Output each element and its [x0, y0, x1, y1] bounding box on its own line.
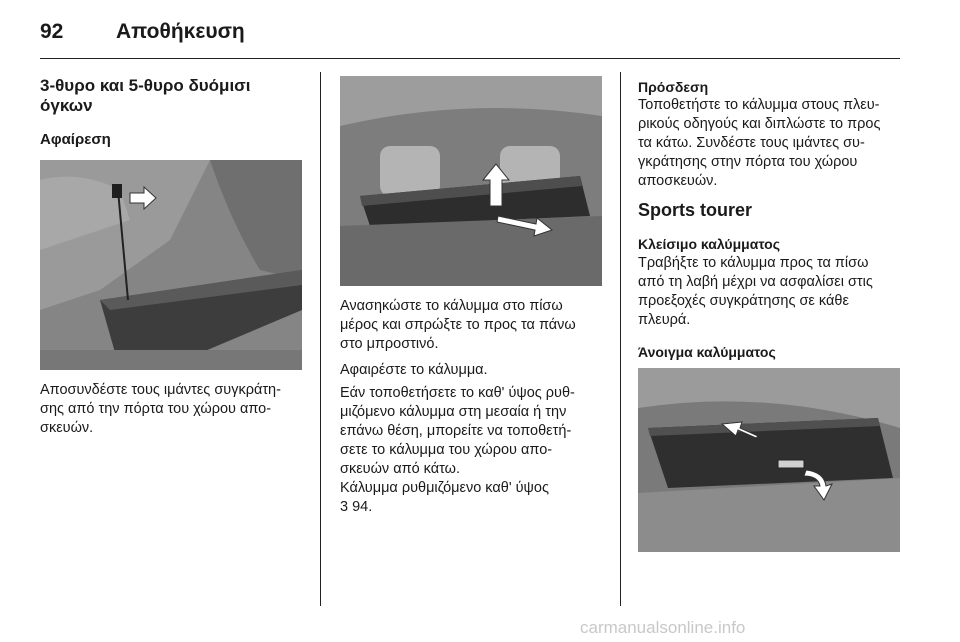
watermark: carmanualsonline.info: [580, 618, 746, 637]
text-line: Τραβήξτε το κάλυμμα προς τα πίσω: [638, 255, 869, 271]
section-heading-line: όγκων: [40, 96, 93, 115]
illustration-lift-cover: [340, 76, 602, 286]
illustration-remove-straps: [40, 160, 302, 370]
text-line: Αφαιρέστε το κάλυμμα.: [340, 362, 488, 378]
caption-remove-straps: [40, 381, 281, 438]
text-line: Κάλυμμα ρυθμιζόμενο καθ' ύψος: [340, 480, 549, 496]
section-heading-hatchback: [40, 76, 251, 116]
text-line: σκευών από κάτω.: [340, 461, 461, 477]
text-line: πλευρά.: [638, 312, 691, 328]
text-line: γκράτησης στην πόρτα του χώρου: [638, 154, 858, 170]
text-line: Αποσυνδέστε τους ιμάντες συγκράτη-: [40, 382, 281, 398]
paragraph-lift-cover: [340, 297, 576, 354]
text-line: επάνω θέση, μπορείτε να τοποθετή-: [340, 423, 572, 439]
text-line: από τη λαβή μέχρι να ασφαλίσει στις: [638, 274, 873, 290]
text-line: Ανασηκώστε το κάλυμμα στο πίσω: [340, 298, 563, 314]
column-divider-right: [620, 72, 621, 606]
subheading-close-cover: Κλείσιμο καλύμματος: [638, 236, 781, 252]
header-rule: [40, 58, 900, 59]
paragraph-remove-cover: [340, 361, 488, 380]
text-line: τα κάτω. Συνδέστε τους ιμάντες συ-: [638, 135, 865, 151]
text-line: Εάν τοποθετήσετε το καθ' ύψος ρυθ-: [340, 385, 575, 401]
text-line: σετε το κάλυμμα του χώρου απο-: [340, 442, 553, 458]
text-line: ρικούς οδηγούς και διπλώστε το προς: [638, 116, 881, 132]
paragraph-mount-below: [340, 384, 575, 479]
text-line: μιζόμενο κάλυμμα στη μεσαία ή την: [340, 404, 567, 420]
paragraph-install: [638, 96, 880, 191]
text-line: μέρος και σπρώξτε το προς τα πάνω: [340, 317, 576, 333]
page-number: 92: [40, 20, 64, 43]
paragraph-adjustable-cover: [340, 479, 549, 517]
illustration-open-cover: [638, 368, 900, 552]
section-heading-sports-tourer: Sports tourer: [638, 200, 753, 220]
page-title: Αποθήκευση: [116, 20, 245, 43]
text-line: αποσκευών.: [638, 173, 718, 189]
text-line: προεξοχές συγκράτησης σε κάθε: [638, 293, 849, 309]
paragraph-close-cover: [638, 254, 873, 330]
column-divider-left: [320, 72, 321, 606]
section-heading-line: 3-θυρο και 5-θυρο δυόμισι: [40, 76, 251, 95]
text-line: σης από την πόρτα του χώρου απο-: [40, 401, 272, 417]
text-line: σκευών.: [40, 420, 94, 436]
reference-arrow-icon: 3: [340, 499, 349, 515]
subheading-open-cover: Άνοιγμα καλύμματος: [638, 344, 776, 360]
reference-page-link[interactable]: 94.: [352, 499, 373, 515]
text-line: στο μπροστινό.: [340, 336, 439, 352]
cross-reference[interactable]: [340, 498, 549, 517]
subheading-install: Πρόσδεση: [638, 79, 709, 95]
subheading-removal: Αφαίρεση: [40, 131, 111, 148]
text-line: Τοποθετήστε το κάλυμμα στους πλευ-: [638, 97, 880, 113]
